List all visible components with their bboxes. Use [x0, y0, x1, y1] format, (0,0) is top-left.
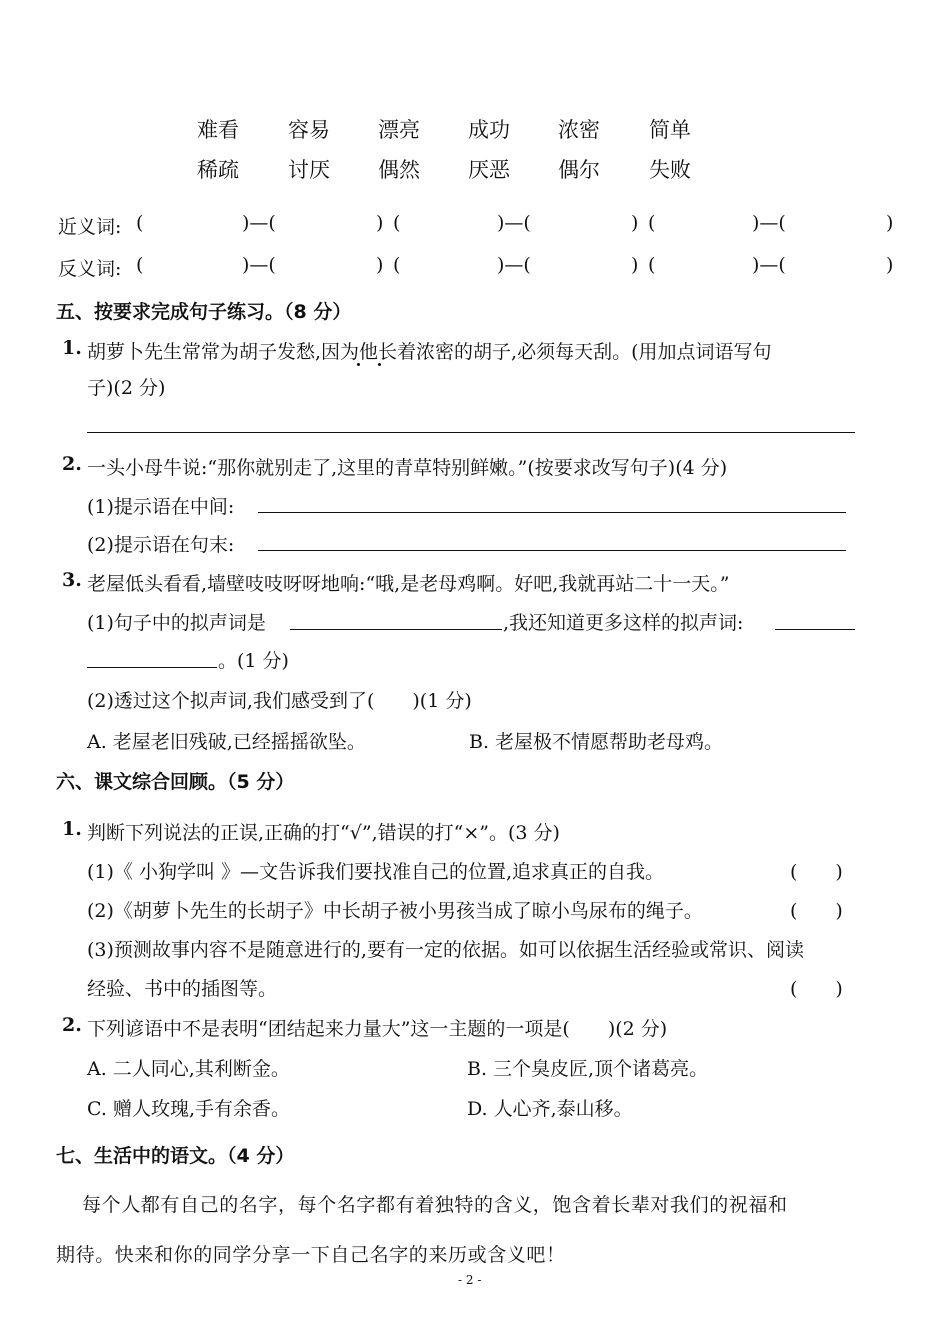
sub-question-label: (2)提示语在句末: [87, 534, 235, 556]
blank-close[interactable]: ) [376, 254, 384, 276]
question-text: 一头小母牛说:“那你就别走了,这里的青草特别鲜嫩。”(按要求改写句子)(4 分) [87, 457, 728, 479]
statement-2: (2)《胡萝卜先生的长胡子》中长胡子被小男孩当成了晾小鸟尿布的绳子。 [87, 900, 703, 922]
question-text-continued: 子)(2 分) [87, 377, 166, 399]
section-7-paragraph-line1: 每个人都有自己的名字，每个名字都有着独特的含义，饱含着长辈对我们的祝福和 [82, 1194, 788, 1216]
question-text: 老屋低头看看,墙壁吱吱呀呀地响:“哦,是老母鸡啊。好吧,我就再站二十一天。” [87, 573, 730, 595]
answer-parentheses[interactable]: ( ) [790, 900, 843, 922]
page-number: - 2 - [458, 1273, 482, 1287]
blank-close[interactable]: ) [886, 254, 894, 276]
section-6-title: 六、课文综合回顾。（5 分） [56, 771, 295, 793]
blank-close[interactable]: ) [631, 212, 639, 234]
blank-open[interactable]: ( [136, 254, 144, 276]
emphasis-dot [357, 363, 360, 366]
word-bank-word: 讨厌 [288, 158, 330, 182]
sub-question-label: (2)透过这个拟声词,我们感受到了( )(1 分) [87, 690, 472, 712]
question-number: 1. [62, 337, 82, 359]
option-d[interactable]: D. 人心齐,泰山移。 [467, 1098, 633, 1120]
word-bank-word: 偶然 [378, 158, 420, 182]
word-bank-word: 浓密 [558, 118, 600, 142]
section-7-title: 七、生活中的语文。（4 分） [56, 1145, 295, 1167]
score-note: 。(1 分) [218, 650, 289, 672]
blank-close[interactable]: ) [376, 212, 384, 234]
blank-separator[interactable]: )—( [497, 254, 531, 276]
statement-3: (3)预测故事内容不是随意进行的,要有一定的依据。如可以依据生活经验或常识、阅读 [87, 939, 804, 961]
answer-parentheses[interactable]: ( ) [790, 861, 843, 883]
word-bank-word: 稀疏 [197, 158, 239, 182]
blank-separator[interactable]: )—( [242, 212, 276, 234]
section-7-paragraph-line2: 期待。快来和你的同学分享一下自己名字的来历或含义吧！ [56, 1244, 566, 1266]
option-b[interactable]: B. 三个臭皮匠,顶个诸葛亮。 [467, 1058, 709, 1080]
word-bank-word: 难看 [197, 118, 239, 142]
blank-close[interactable]: ) [631, 254, 639, 276]
question-text: 胡萝卜先生常常为胡子发愁,因为他长着浓密的胡子,必须每天刮。(用加点词语写句 [87, 341, 772, 363]
blank-open[interactable]: ( [648, 254, 656, 276]
blank-separator[interactable]: )—( [242, 254, 276, 276]
section-5-title: 五、按要求完成句子练习。（8 分） [56, 301, 352, 323]
statement-1: (1)《 小狗学叫 》—文告诉我们要找准自己的位置,追求真正的自我。 [87, 861, 665, 883]
answer-line[interactable] [87, 667, 217, 668]
sub-question-label: ,我还知道更多这样的拟声词: [503, 612, 744, 634]
option-a[interactable]: A. 二人同心,其利断金。 [87, 1058, 290, 1080]
word-bank-word: 厌恶 [468, 158, 510, 182]
question-number: 2. [62, 453, 82, 475]
blank-open[interactable]: ( [136, 212, 144, 234]
sub-question-label: (1)提示语在中间: [87, 496, 235, 518]
answer-line[interactable] [258, 512, 846, 513]
option-a[interactable]: A. 老屋老旧残破,已经摇摇欲坠。 [87, 731, 366, 753]
question-number: 2. [62, 1014, 82, 1036]
blank-close[interactable]: ) [886, 212, 894, 234]
antonym-label: 反义词: [58, 258, 122, 280]
synonym-label: 近义词: [58, 216, 122, 238]
blank-open[interactable]: ( [393, 254, 401, 276]
question-text: 下列谚语中不是表明“团结起来力量大”这一主题的一项是( )(2 分) [87, 1018, 668, 1040]
blank-open[interactable]: ( [393, 212, 401, 234]
word-bank-word: 容易 [288, 118, 330, 142]
blank-open[interactable]: ( [648, 212, 656, 234]
question-number: 1. [62, 818, 82, 840]
statement-3-continued: 经验、书中的插图等。 [87, 978, 278, 1000]
blank-separator[interactable]: )—( [752, 254, 786, 276]
blank-separator[interactable]: )—( [752, 212, 786, 234]
word-bank-word: 失败 [649, 158, 691, 182]
option-b[interactable]: B. 老屋极不情愿帮助老母鸡。 [469, 731, 724, 753]
answer-parentheses[interactable]: ( ) [790, 978, 843, 1000]
word-bank-word: 漂亮 [378, 118, 420, 142]
option-c[interactable]: C. 赠人玫瑰,手有余香。 [87, 1098, 290, 1120]
blank-separator[interactable]: )—( [497, 212, 531, 234]
answer-line[interactable] [258, 550, 846, 551]
answer-line[interactable] [87, 432, 855, 433]
question-number: 3. [62, 569, 82, 591]
emphasis-dot [378, 363, 381, 366]
word-bank-word: 成功 [468, 118, 510, 142]
word-bank-word: 简单 [649, 118, 691, 142]
answer-line[interactable] [775, 629, 855, 630]
sub-question-label: (1)句子中的拟声词是 [87, 612, 266, 634]
word-bank-word: 偶尔 [558, 158, 600, 182]
question-text: 判断下列说法的正误,正确的打“√”,错误的打“×”。(3 分) [87, 822, 560, 844]
answer-line[interactable] [290, 629, 502, 630]
